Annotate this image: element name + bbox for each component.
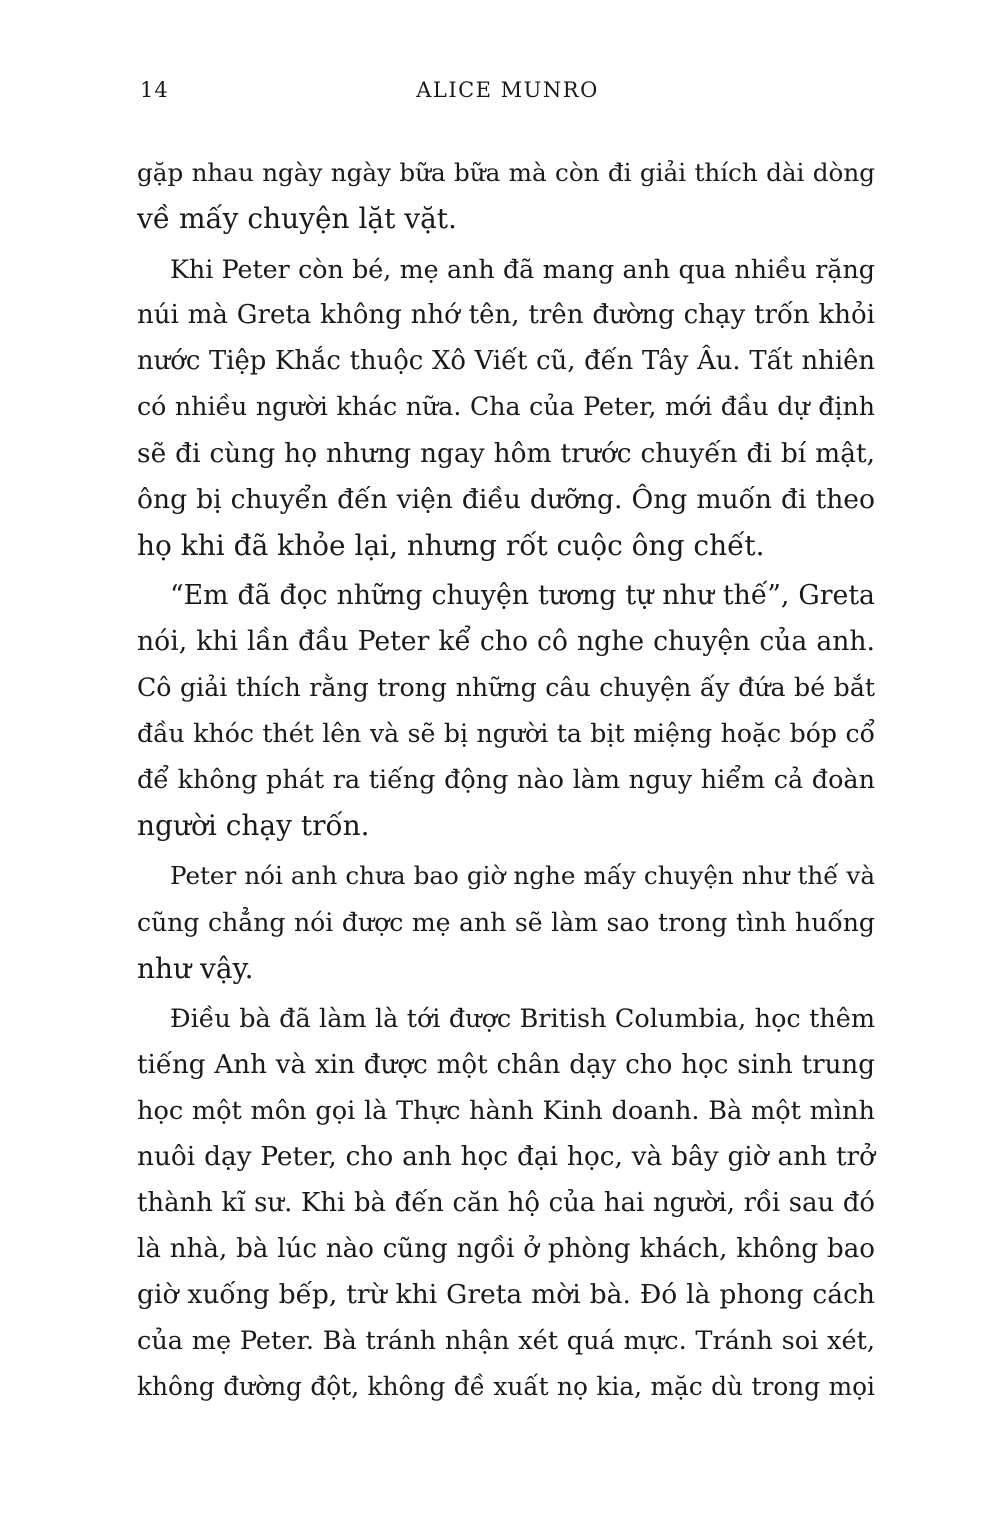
text-line: cũng chẳng nói được mẹ anh sẽ làm sao trong tình huống: [137, 907, 875, 937]
text-line: về mấy chuyện lặt vặt.: [137, 202, 457, 236]
paragraph: [137, 996, 875, 1411]
paragraph: [137, 853, 875, 991]
text-line: như vậy.: [137, 951, 254, 985]
text-line: Khi Peter còn bé, mẹ anh đã mang anh qua nhiều rặng: [170, 254, 875, 285]
text-line: Cô giải thích rằng trong những câu chuyện ấy đứa bé bắt: [137, 673, 875, 703]
text-line: để không phát ra tiếng động nào làm nguy hiểm cả đoàn: [137, 765, 875, 796]
text-line: đầu khóc thét lên và sẽ bị người ta bịt miệng hoặc bóp cổ: [137, 719, 875, 749]
text-line: không đường đột, không đề xuất nọ kia, mặc dù trong mọi: [137, 1372, 875, 1402]
paragraph: [137, 573, 875, 850]
paragraph: [137, 246, 875, 569]
text-line: học một môn gọi là Thực hành Kinh doanh. Bà một mình: [137, 1095, 875, 1126]
text-line: nuôi dạy Peter, cho anh học đại học, và bây giờ anh trở: [137, 1141, 875, 1172]
text-line: thành kĩ sư. Khi bà đến căn hộ của hai người, rồi sau đó: [137, 1188, 875, 1219]
text-line: có nhiều người khác nữa. Cha của Peter, mới đầu dự định: [137, 392, 875, 422]
text-line: nước Tiệp Khắc thuộc Xô Viết cũ, đến Tây Âu. Tất nhiên: [137, 346, 875, 377]
paragraph: [137, 150, 875, 242]
text-line: người chạy trốn.: [137, 809, 370, 843]
running-head-author: ALICE MUNRO: [416, 78, 599, 102]
text-line: là nhà, bà lúc nào cũng ngồi ở phòng khách, không bao: [137, 1234, 875, 1265]
text-line: “Em đã đọc những chuyện tương tự như thế”, Greta: [170, 579, 875, 611]
running-head: [140, 78, 875, 110]
text-line: giờ xuống bếp, trừ khi Greta mời bà. Đó là phong cách: [137, 1279, 875, 1311]
text-line: họ khi đã khỏe lại, nhưng rốt cuộc ông chết.: [137, 528, 765, 562]
text-line: gặp nhau ngày ngày bữa bữa mà còn đi giải thích dài dòng: [137, 158, 875, 187]
text-line: núi mà Greta không nhớ tên, trên đường chạy trốn khỏi: [137, 300, 875, 331]
body-text: [137, 150, 875, 1411]
text-line: Peter nói anh chưa bao giờ nghe mấy chuyện như thế và: [170, 861, 875, 891]
page-number: 14: [140, 78, 169, 102]
text-line: của mẹ Peter. Bà tránh nhận xét quá mực. Tránh soi xét,: [137, 1326, 875, 1357]
text-line: sẽ đi cùng họ nhưng ngay hôm trước chuyến đi bí mật,: [137, 437, 875, 469]
text-line: tiếng Anh và xin được một chân dạy cho học sinh trung: [137, 1049, 875, 1080]
text-line: Điều bà đã làm là tới được British Columbia, học thêm: [170, 1003, 875, 1034]
text-line: nói, khi lần đầu Peter kể cho cô nghe chuyện của anh.: [137, 625, 875, 657]
text-line: ông bị chuyển đến viện điều dưỡng. Ông muốn đi theo: [137, 483, 875, 515]
